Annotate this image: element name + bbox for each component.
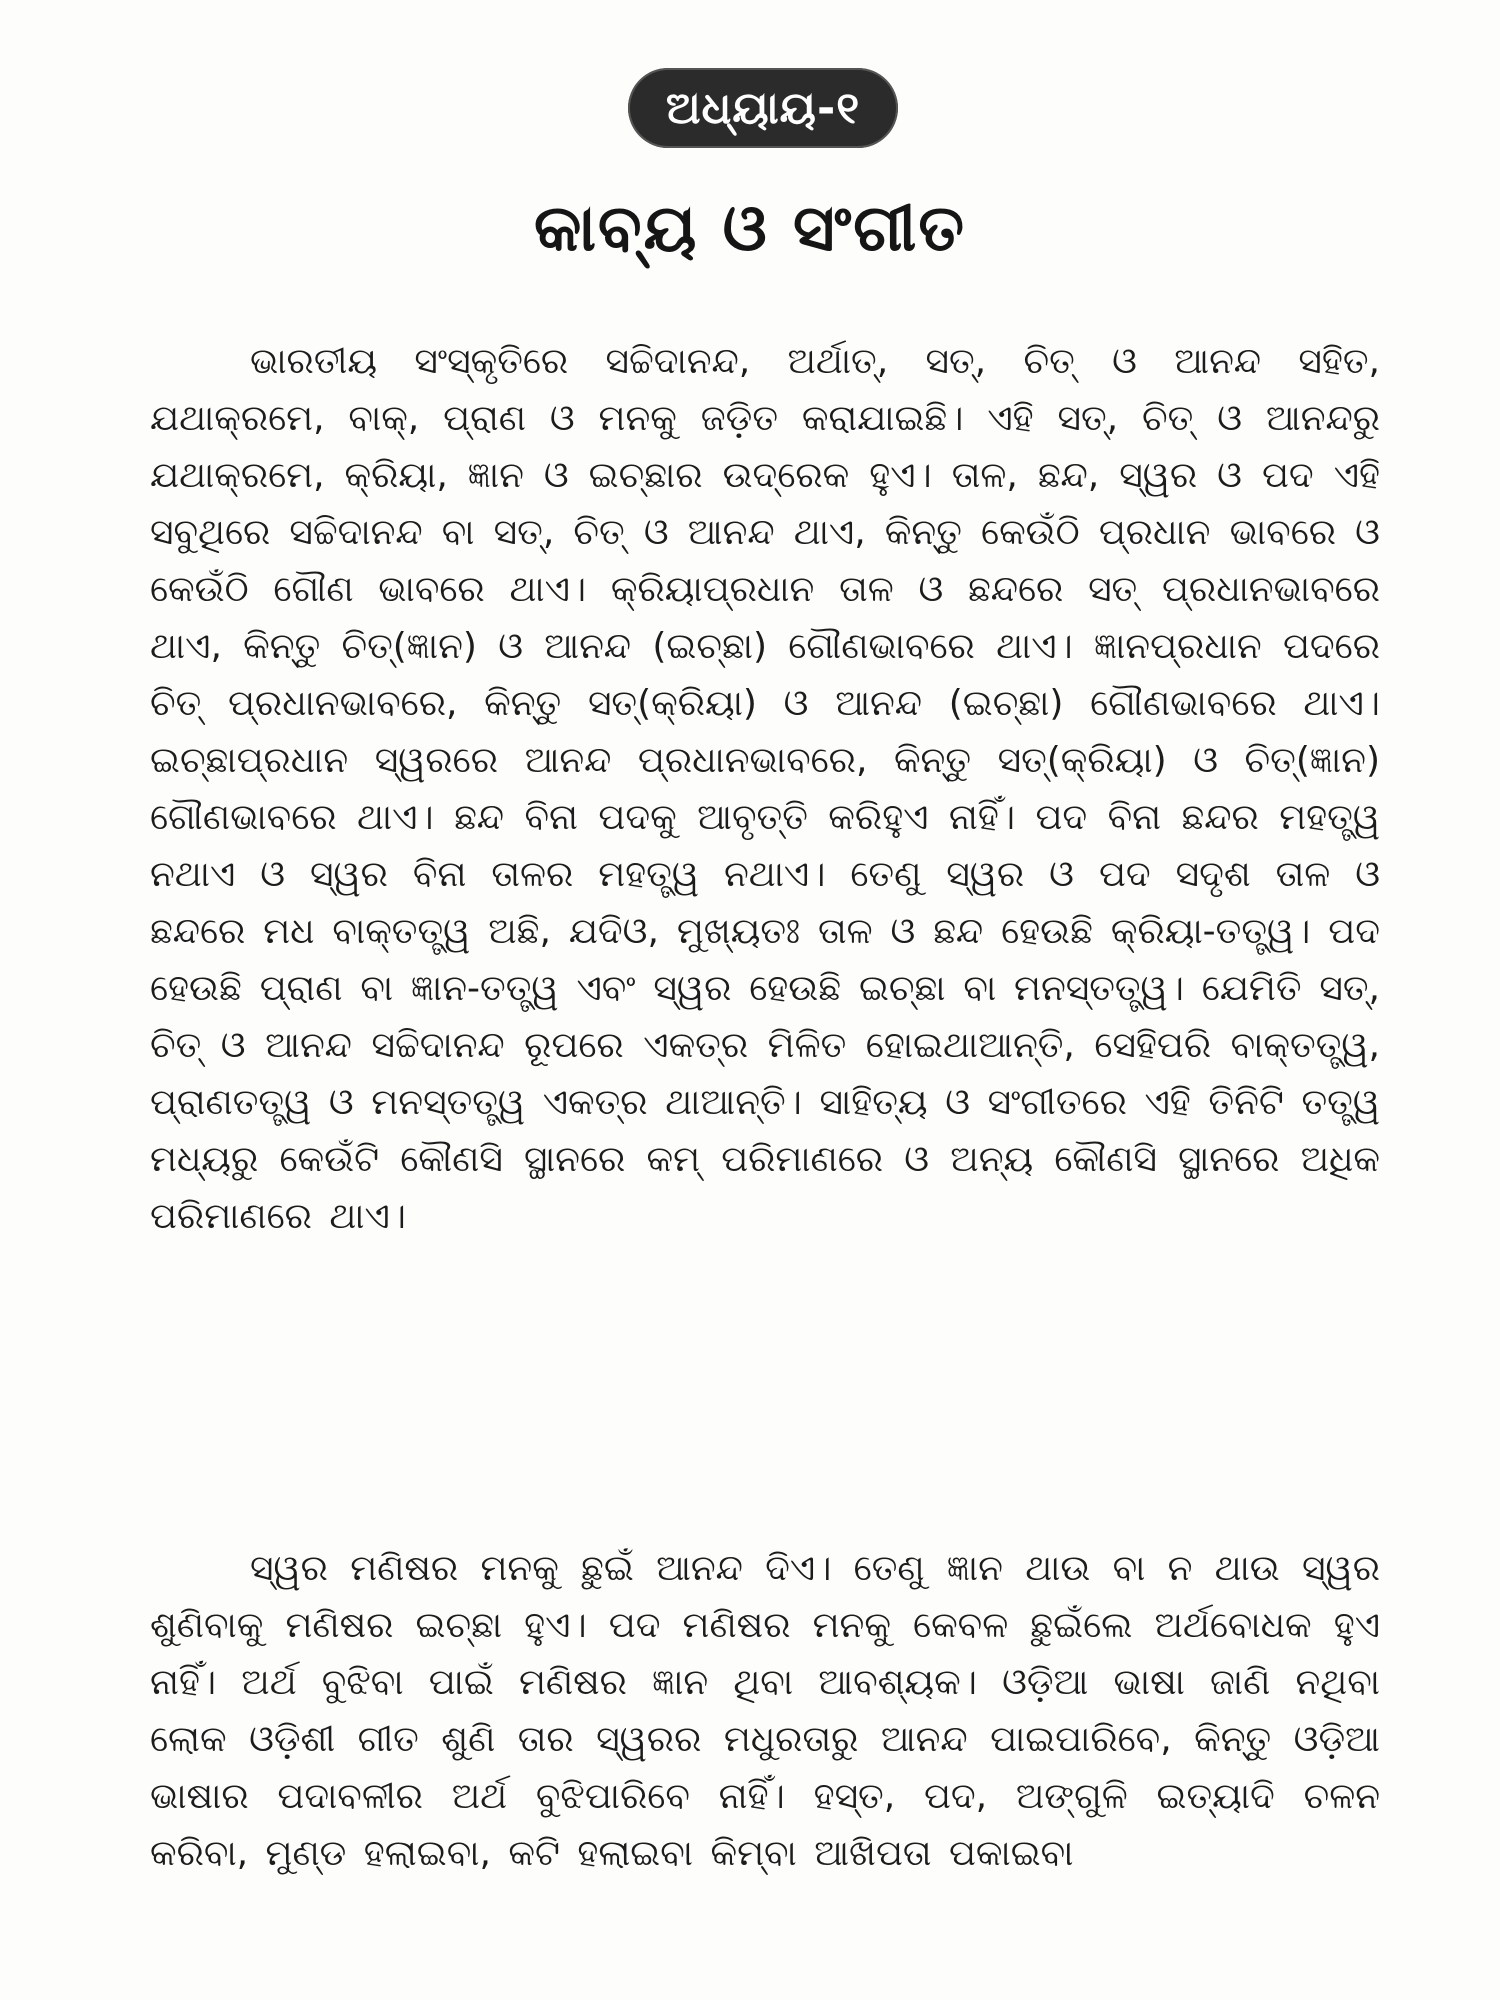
paragraph-2 xyxy=(150,1540,1380,1882)
paragraph-2-text: ସ୍ୱର ମଣିଷର ମନକୁ ଛୁଇଁ ଆନନ୍ଦ ଦିଏ। ତେଣୁ ଜ୍ଞାନ ଥାଉ ବା ନ ଥାଉ ସ୍ୱର ଶୁଣିବାକୁ ମଣିଷର ଇଚ୍ଛା ହୁଏ। ପଦ ମଣିଷର ମନକୁ କେବଳ ଛୁଇଁଲେ ଅର୍ଥବୋଧକ ହୁଏ ନାହିଁ। ଅର୍ଥ ବୁଝିବା ପାଇଁ ମଣିଷର ଜ୍ଞାନ ଥିବା ଆବଶ୍ୟକ। ଓଡ଼ିଆ ଭାଷା ଜାଣି ନଥିବା ଲୋକ ଓଡ଼ିଶୀ ଗୀତ ଶୁଣି ତାର ସ୍ୱରର ମଧୁରତାରୁ ଆନନ୍ଦ ପାଇପାରିବେ, କିନ୍ତୁ ଓଡ଼ିଆ ଭାଷାର ପଦାବଳୀର ଅର୍ଥ ବୁଝିପାରିବେ ନାହିଁ। ହସ୍ତ, ପଦ, ଅଙ୍ଗୁଳି ଇତ୍ୟାଦି ଚଳନ କରିବା, ମୁଣ୍ଡ ହଲାଇବା, କଟି ହଲାଇବା କିମ୍ବା ଆଖିପତା ପକାଇବା xyxy=(150,1548,1380,1874)
chapter-label: ଅଧ୍ୟାୟ-୧ xyxy=(665,82,861,134)
chapter-title: କାବ୍ୟ ଓ ସଂଗୀତ xyxy=(534,192,966,266)
paragraph-1 xyxy=(150,333,1380,1245)
chapter-badge xyxy=(628,68,898,148)
paragraph-1-text: ଭାରତୀୟ ସଂସ୍କୃତିରେ ସଚ୍ଚିଦାନନ୍ଦ, ଅର୍ଥାତ୍, ସତ୍, ଚିତ୍ ଓ ଆନନ୍ଦ ସହିତ, ଯଥାକ୍ରମେ, ବାକ୍, ପ୍ରାଣ ଓ ମନକୁ ଜଡ଼ିତ କରାଯାଇଛି। ଏହି ସତ୍, ଚିତ୍ ଓ ଆନନ୍ଦରୁ ଯଥାକ୍ରମେ, କ୍ରିୟା, ଜ୍ଞାନ ଓ ଇଚ୍ଛାର ଉଦ୍ରେକ ହୁଏ। ତାଳ, ଛନ୍ଦ, ସ୍ୱର ଓ ପଦ ଏହି ସବୁଥିରେ ସଚ୍ଚିଦାନନ୍ଦ ବା ସତ୍, ଚିତ୍ ଓ ଆନନ୍ଦ ଥାଏ, କିନ୍ତୁ କେଉଁଠି ପ୍ରଧାନ ଭାବରେ ଓ କେଉଁଠି ଗୌଣ ଭାବରେ ଥାଏ। କ୍ରିୟାପ୍ରଧାନ ତାଳ ଓ ଛନ୍ଦରେ ସତ୍ ପ୍ରଧାନଭାବରେ ଥାଏ, କିନ୍ତୁ ଚିତ୍(ଜ୍ଞାନ) ଓ ଆନନ୍ଦ (ଇଚ୍ଛା) ଗୌଣଭାବରେ ଥାଏ। ଜ୍ଞାନପ୍ରଧାନ ପଦରେ ଚିତ୍ ପ୍ରଧାନଭାବରେ, କିନ୍ତୁ ସତ୍(କ୍ରିୟା) ଓ ଆନନ୍ଦ (ଇଚ୍ଛା) ଗୌଣଭାବରେ ଥାଏ। ଇଚ୍ଛାପ୍ରଧାନ ସ୍ୱରରେ ଆନନ୍ଦ ପ୍ରଧାନଭାବରେ, କିନ୍ତୁ ସତ୍(କ୍ରିୟା) ଓ ଚିତ୍(ଜ୍ଞାନ) ଗୌଣଭାବରେ ଥାଏ। ଛନ୍ଦ ବିନା ପଦକୁ ଆବୃତ୍ତି କରିହୁଏ ନାହିଁ। ପଦ ବିନା ଛନ୍ଦର ମହତ୍ତ୍ୱ ନଥାଏ ଓ ସ୍ୱର ବିନା ତାଳର ମହତ୍ତ୍ୱ ନଥାଏ। ତେଣୁ ସ୍ୱର ଓ ପଦ ସଦୃଶ ତାଳ ଓ ଛନ୍ଦରେ ମଧ ବାକ୍‌ତତ୍ତ୍ୱ ଅଛି, ଯଦିଓ, ମୁଖ୍ୟତଃ ତାଳ ଓ ଛନ୍ଦ ହେଉଛି କ୍ରିୟା-ତତ୍ତ୍ୱ। ପଦ ହେଉଛି ପ୍ରାଣ ବା ଜ୍ଞାନ-ତତ୍ତ୍ୱ ଏବଂ ସ୍ୱର ହେଉଛି ଇଚ୍ଛା ବା ମନସ୍ତତ୍ତ୍ୱ। ଯେମିତି ସତ୍, ଚିତ୍ ଓ ଆନନ୍ଦ ସଚ୍ଚିଦାନନ୍ଦ ରୂପରେ ଏକତ୍ର ମିଳିତ ହୋଇଥାଆନ୍ତି, ସେହିପରି ବାକ୍‌ତତ୍ତ୍ୱ, ପ୍ରାଣତତ୍ତ୍ୱ ଓ ମନସ୍ତତ୍ତ୍ୱ ଏକତ୍ର ଥାଆନ୍ତି। ସାହିତ୍ୟ ଓ ସଂଗୀତରେ ଏହି ତିନିଟି ତତ୍ତ୍ୱ ମଧ୍ୟରୁ କେଉଁଟି କୌଣସି ସ୍ଥାନରେ କମ୍ ପରିମାଣରେ ଓ ଅନ୍ୟ କୌଣସି ସ୍ଥାନରେ ଅଧିକ ପରିମାଣରେ ଥାଏ। xyxy=(150,341,1380,1237)
